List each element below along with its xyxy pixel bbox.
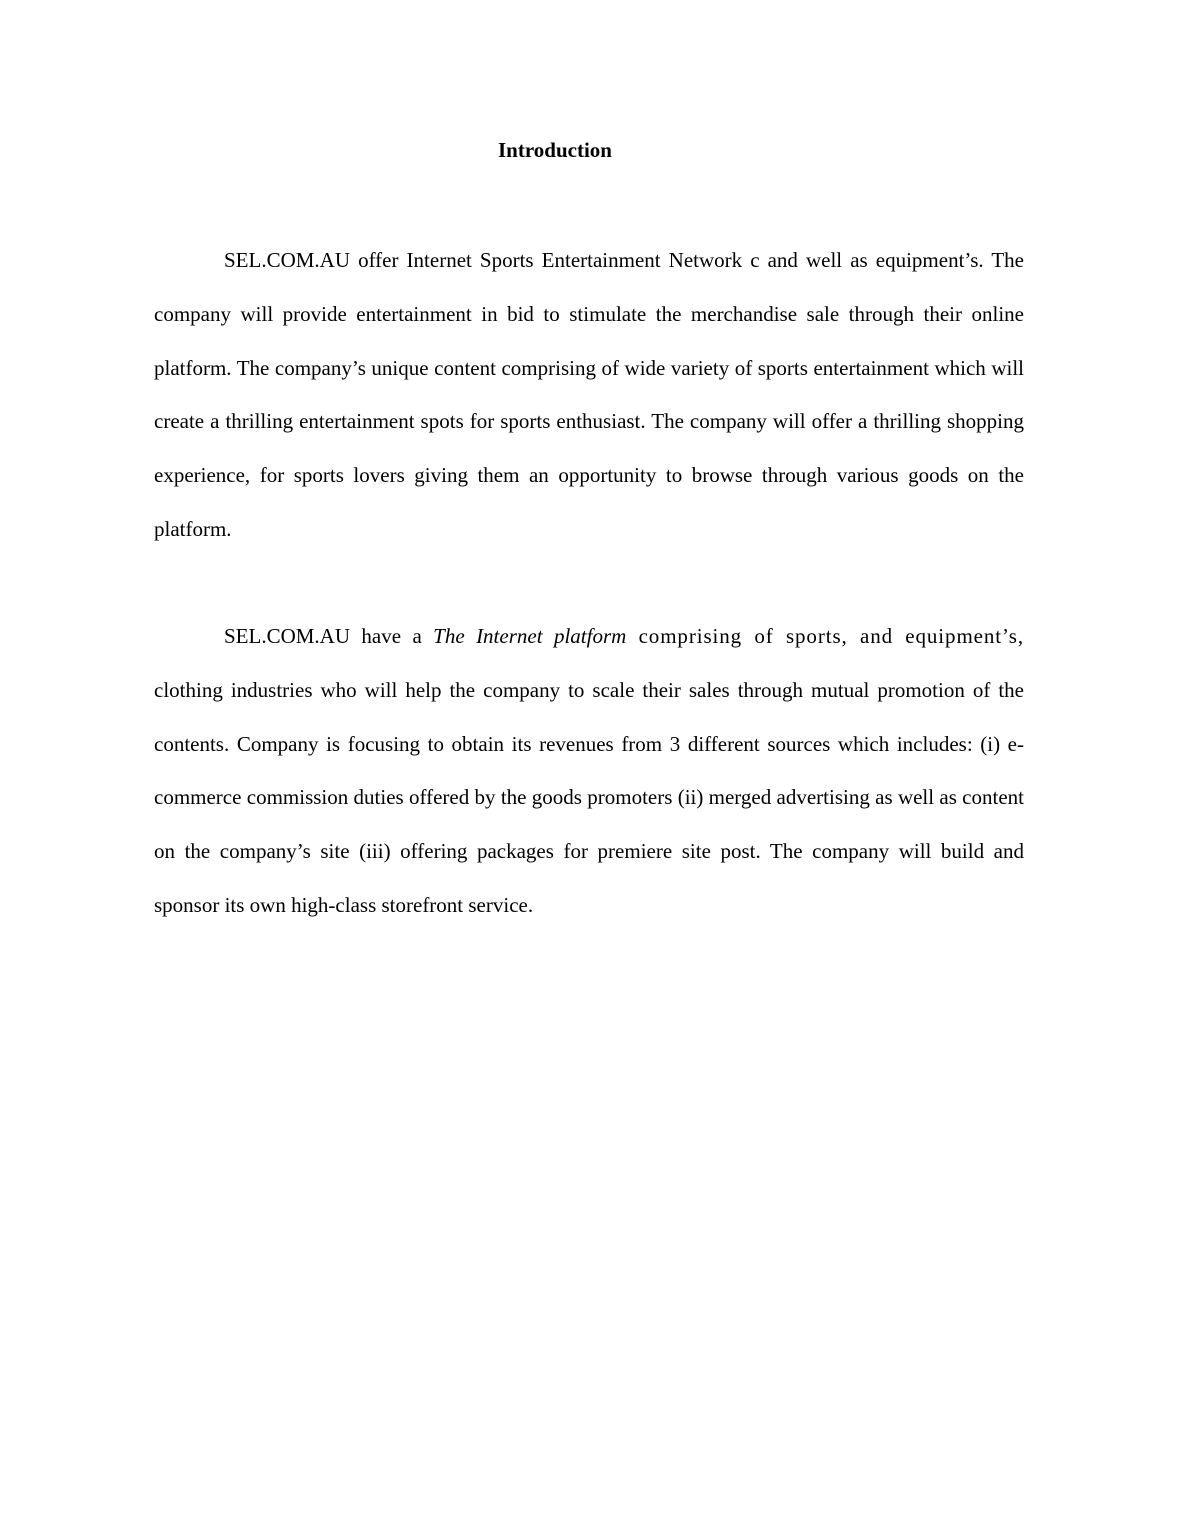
paragraph-intro (154, 234, 1024, 557)
paragraph-intro-text: SEL.COM.AU offer Internet Sports Entertainment Network c and well as equipment’s. The company will provide entertainment in bid to stimulate the merchandise sale through their online platform. The company’s unique content comprising of wide variety of sports entertainment which will create a thrilling entertainment spots for sports enthusiast. The company will offer a thrilling shopping experience, for sports lovers giving them an opportunity to browse through various goods on the platform. (154, 248, 1024, 541)
paragraph-platform (154, 610, 1024, 933)
paragraph-platform-lead: SEL.COM.AU have a (224, 624, 434, 648)
page-title: Introduction (498, 138, 612, 162)
paragraph-platform-spaced: comprising of sports, and equipment’s, (626, 624, 1024, 648)
paragraph-platform-italic: The Internet platform (433, 624, 627, 648)
paragraph-platform-rest: clothing industries who will help the company to scale their sales through mutual promotion of the contents. Company is focusing to obtain its revenues from 3 different sources which includes: (i) e-commerce commission duties offered by the goods promoters (ii) merged advertising as well as content on the company’s site (iii) offering packages for premiere site post. The company will build and sponsor its own high-class storefront service. (154, 677, 1024, 917)
